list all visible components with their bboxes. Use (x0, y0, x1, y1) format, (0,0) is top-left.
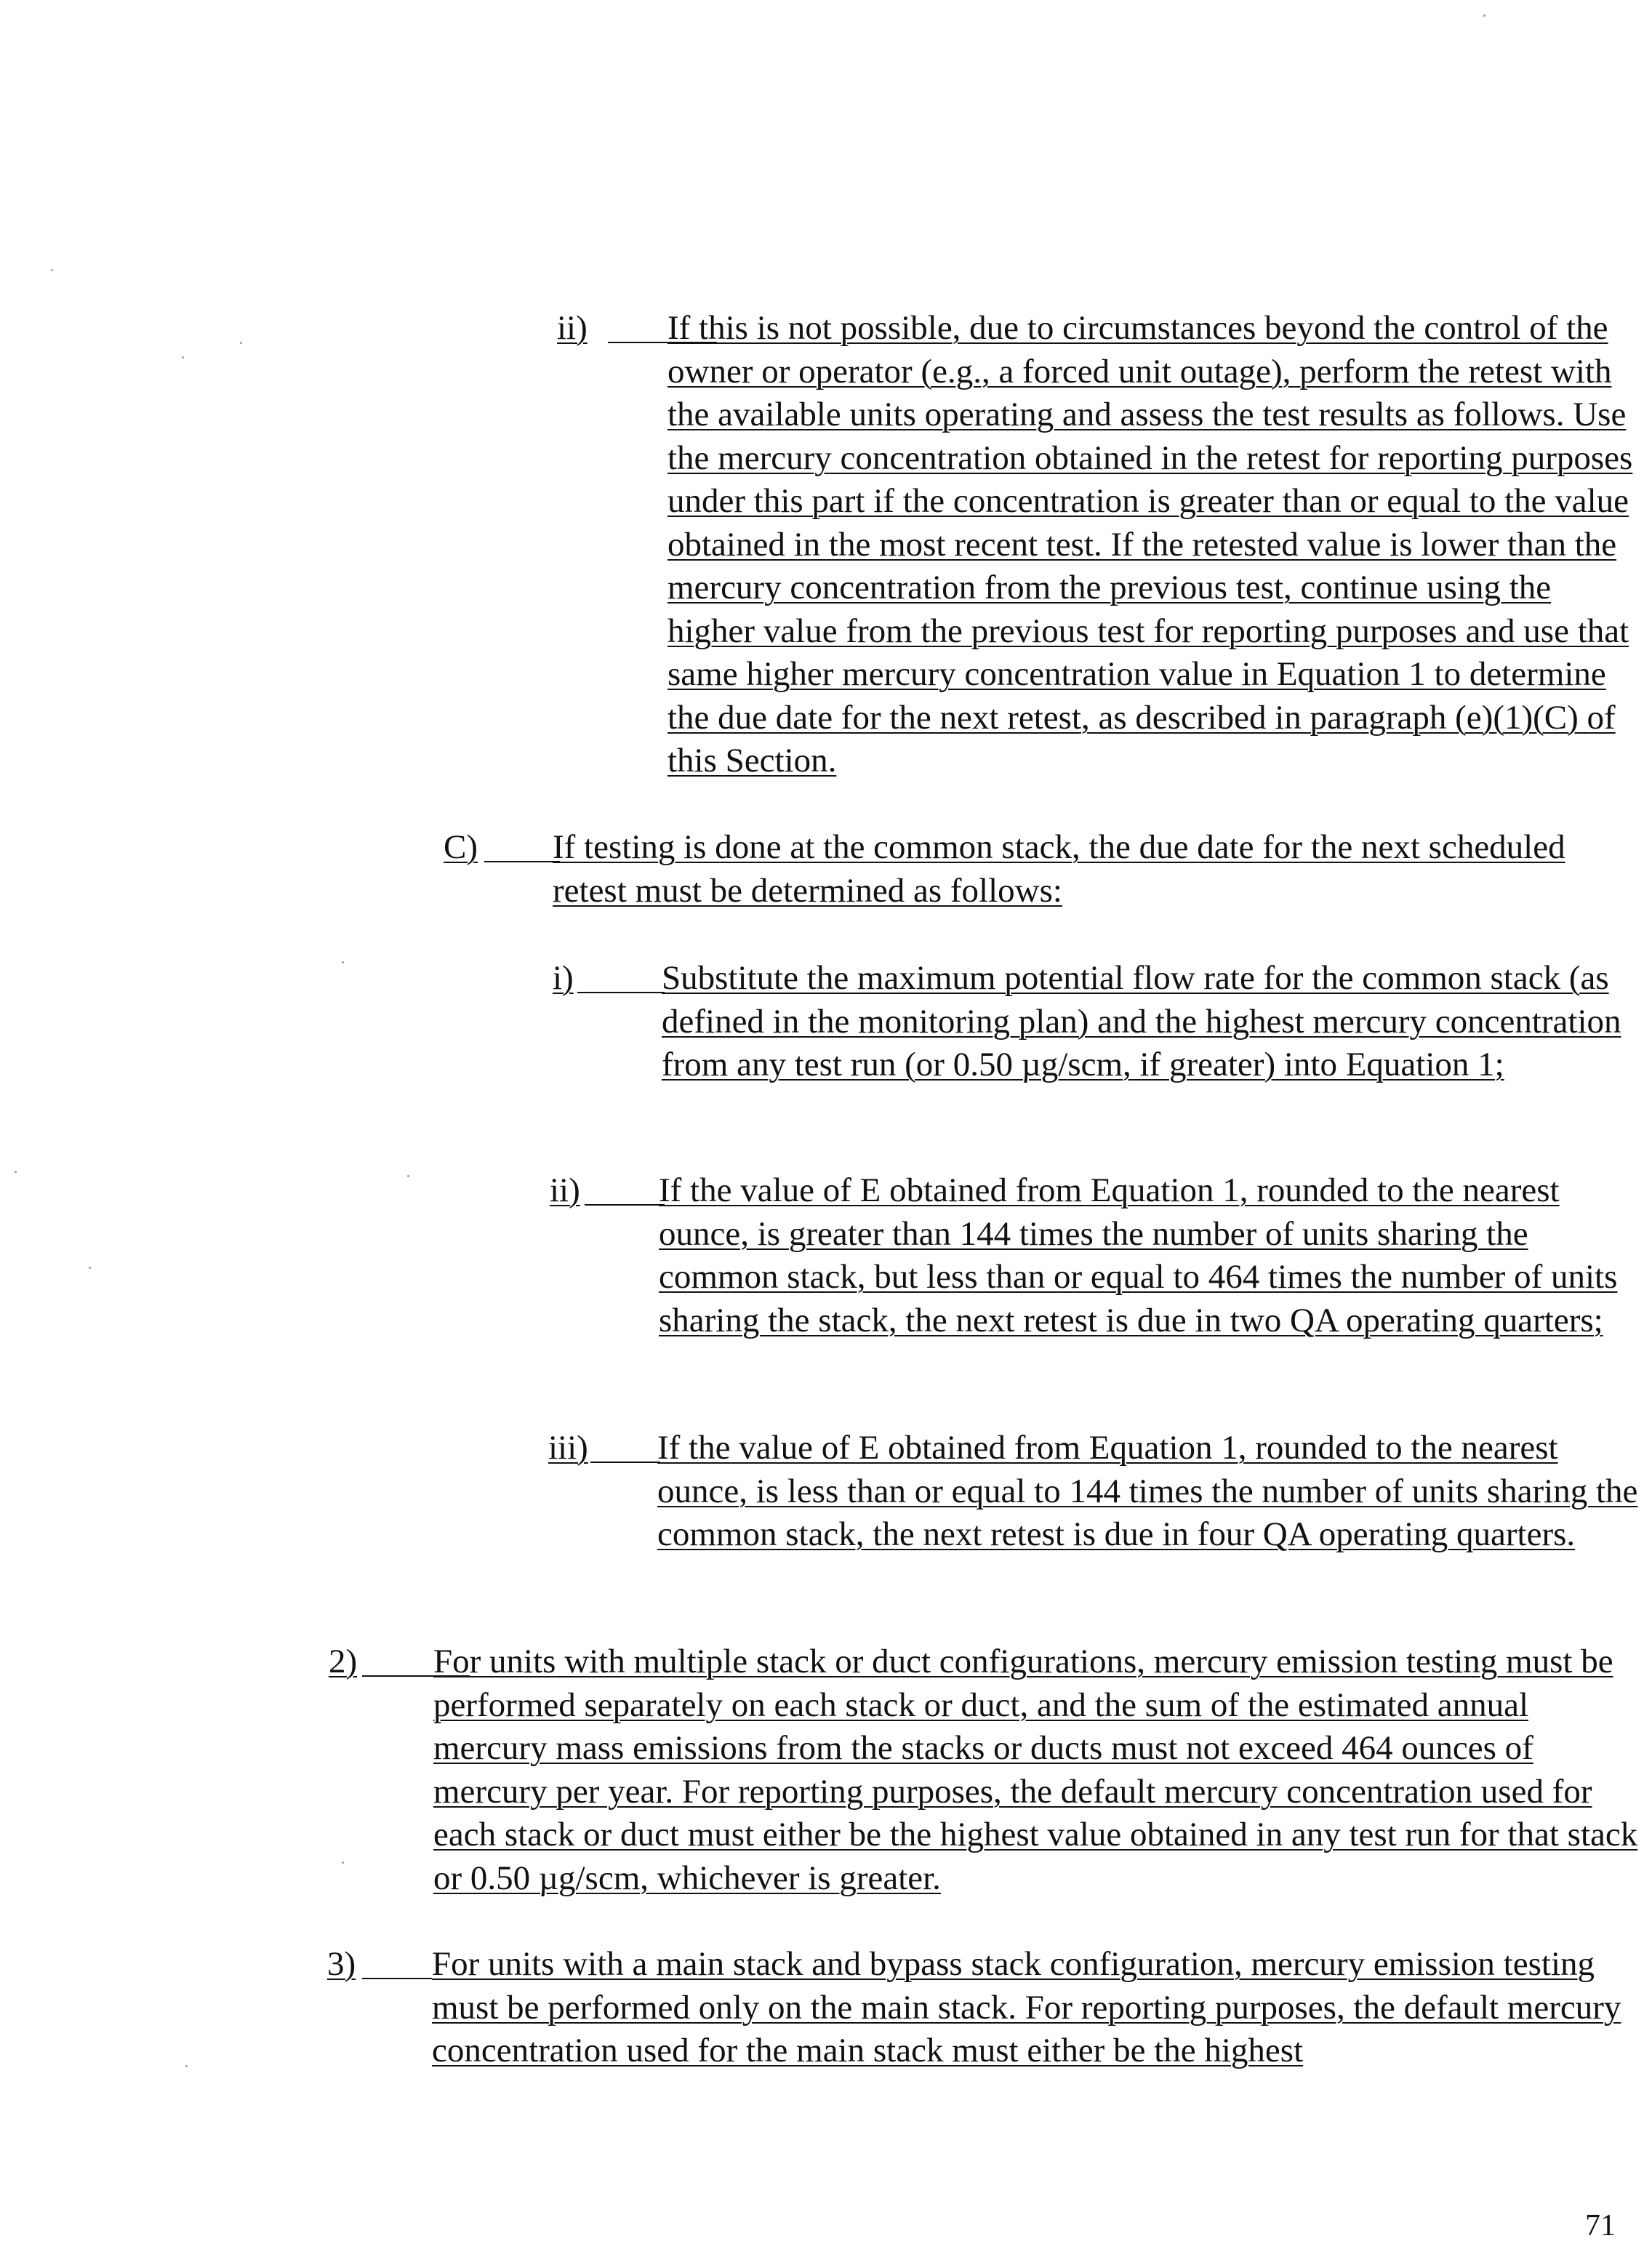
item-text: If testing is done at the common stack, the due date for the next scheduled retest must be determined as follows: (553, 828, 1565, 910)
marker-underline (362, 1978, 432, 1979)
subparagraph-iii-four-quarters (548, 1427, 1648, 1601)
scan-speck (51, 269, 53, 271)
item-text: If the value of E obtained from Equation 1, rounded to the nearest ounce, is less than or equal to 144 times the number of units sharing the common stack, the next retest is due in four QA operating quarters. (657, 1429, 1638, 1553)
scan-speck (15, 1171, 17, 1173)
item-text: For units with a main stack and bypass stack configuration, mercury emission testing must be performed only on the main stack. For reporting purposes, the default mercury concentration used for the main stack must either be the highest (432, 1945, 1621, 2069)
scan-speck (1483, 15, 1485, 17)
paragraph-3-bypass-stack (327, 1943, 1648, 2074)
paragraph-2-multiple-stack (329, 1640, 1648, 1902)
subparagraph-i-max-flow-rate (553, 957, 1647, 1131)
marker-underline (577, 992, 665, 993)
scan-speck (182, 356, 184, 358)
item-text: For units with multiple stack or duct configurations, mercury emission testing must be performed separately on each stack or duct, and the sum of the estimated annual mercury mass emissions from the stacks or ducts must not exceed 464 ounces of mercury per year. For reporting purposes, the default mercury concentration used for each stack or duct must either be the highest value obtained in any test run for that stack or 0.50 µg/scm, whichever is greater. (433, 1643, 1638, 1897)
marker-underline (590, 1462, 660, 1463)
item-marker: ii) (557, 309, 588, 347)
item-marker: 2) (329, 1643, 358, 1680)
item-text: If this is not possible, due to circumstances beyond the control of the owner or operator (e.g., a forced unit outage), perform the retest with the available units operating and assess the test results as follows. Use the mercury concentration obtained in the retest for reporting purposes under this part if the concentration is greater than or equal to the value obtained in the most recent test. If the retested value is lower than the mercury concentration from the previous test, continue using the higher value from the previous test for reporting purposes and use that same higher mercury concentration value in Equation 1 to determine the due date for the next retest, as described in paragraph (e)(1)(C) of this Section. (667, 309, 1633, 779)
item-marker: C) (444, 828, 478, 866)
item-marker: 3) (327, 1945, 356, 1983)
item-text: Substitute the maximum potential flow rate for the common stack (as defined in the monitoring plan) and the highest mercury concentration from any test run (or 0.50 µg/scm, if greater) into Equation 1; (662, 959, 1621, 1083)
item-marker: ii) (550, 1171, 580, 1209)
marker-underline (585, 1204, 665, 1206)
scan-speck (342, 961, 344, 963)
page-number: 71 (1585, 2209, 1616, 2242)
item-marker: i) (553, 959, 574, 997)
subparagraph-c-common-stack (444, 826, 1647, 921)
scan-speck (185, 2065, 188, 2067)
scan-speck (240, 342, 242, 344)
subparagraph-ii-owner-operator (557, 307, 1648, 779)
scan-speck (89, 1267, 91, 1269)
marker-underline (484, 861, 560, 862)
item-text: If the value of E obtained from Equation 1, rounded to the nearest ounce, is greater than 144 times the number of units sharing the common stack, but less than or equal to 464 times the number of units sharing the stack, the next retest is due in two QA operating quarters; (659, 1171, 1618, 1339)
scan-speck (342, 1861, 344, 1864)
item-marker: iii) (548, 1429, 588, 1467)
scan-speck (407, 1175, 409, 1177)
subparagraph-ii-two-quarters (550, 1169, 1648, 1387)
